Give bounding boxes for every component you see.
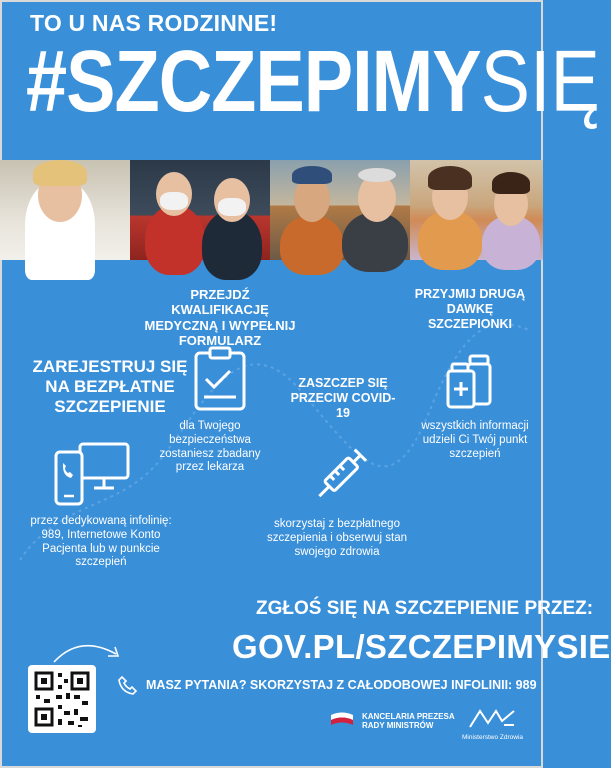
cta-line: ZGŁOŚ SIĘ NA SZCZEPIENIE PRZEZ: [256,598,594,619]
curved-arrow-icon [50,632,130,668]
hotline-row [118,675,537,695]
step-4-text: wszystkich informacji udzieli Ci Twój punkt szczepień [421,420,529,460]
photo-men [270,160,410,260]
hotline-text: MASZ PYTANIA? SKORZYSTAJ Z CAŁODOBOWEJ INFOLINII: 989 [146,678,537,692]
syringe-icon [305,440,379,510]
mz-emblem-icon [468,707,518,729]
clipboard-icon [192,345,248,411]
phone-icon [118,675,138,695]
kprm-logo [330,712,455,730]
hashtag-end: SIĘ [480,32,600,131]
photo-nurse [0,160,130,260]
step-2-text: dla Twojego bezpieczeństwa zostaniesz zbadany przez lekarza [159,420,261,474]
step-3-title: ZASZCZEP SIĘ PRZECIW COVID-19 [290,376,396,420]
tagline: TO U NAS RODZINNE! [30,10,278,36]
photo-strip [0,160,543,260]
cta-url[interactable]: GOV.PL/SZCZEPIMYSIE [232,628,611,665]
step-4-title: PRZYJMIJ DRUGĄ DAWKĘ SZCZEPIONKI [414,287,526,331]
step-1-title: ZAREJESTRUJ SIĘ NA BEZPŁATNE SZCZEPIENIE [32,357,188,417]
qr-code[interactable] [28,665,96,733]
hashtag-main: #SZCZEPIMY [26,32,481,131]
hashtag-headline [26,32,600,131]
step-1-text: przez dedykowaną infolinię: 989, Internetowe Konto Pacjenta lub w punkcie szczepień [30,515,172,569]
step-3-text: skorzystaj z bezpłatnego szczepienia i obserwuj stan swojego zdrowia [267,518,407,558]
kprm-line-1: KANCELARIA PREZESA [362,712,455,721]
vials-icon [444,352,500,410]
polish-flag-icon [330,712,354,726]
step-2-title: PRZEJDŹ KWALIFIKACJĘ MEDYCZNĄ I WYPEŁNIJ FORMULARZ [144,287,296,348]
qr-code-graphic [28,665,96,733]
photo-women [410,160,543,260]
mz-name: Ministerstwo Zdrowia [462,734,524,741]
kprm-line-2: RADY MINISTRÓW [362,721,434,731]
mz-logo [462,707,523,741]
photo-paramedics [130,160,270,260]
phone-computer-icon [52,442,132,508]
